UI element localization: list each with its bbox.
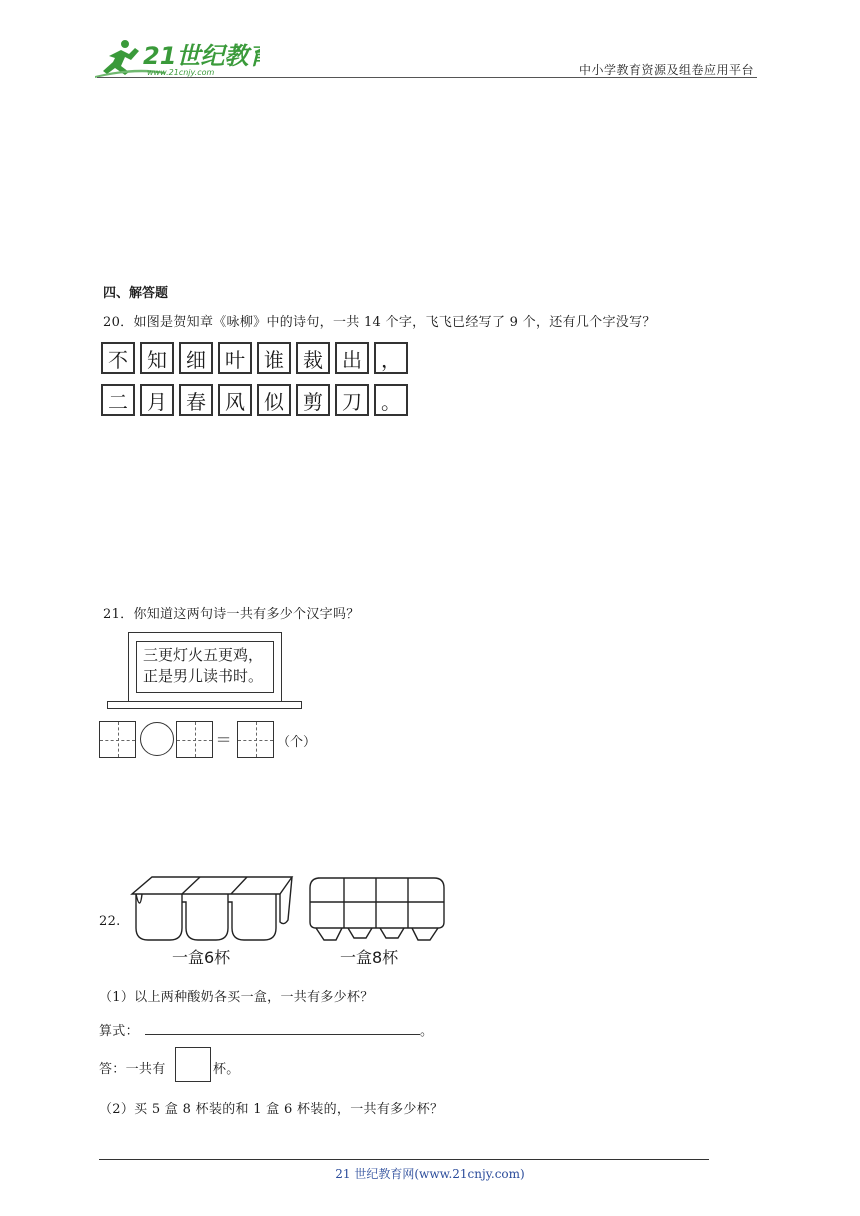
yogurt-boxes-illustration bbox=[128, 872, 448, 944]
poem-frame-stand bbox=[107, 701, 302, 709]
poem-cell: 春 bbox=[179, 384, 213, 416]
q22-number: 22. bbox=[99, 914, 121, 929]
logo-graphic bbox=[95, 36, 260, 80]
poem-cell: 不 bbox=[101, 342, 135, 374]
q20-poem-row-1 bbox=[101, 342, 408, 374]
header-divider bbox=[97, 77, 757, 78]
poem-cell: 二 bbox=[101, 384, 135, 416]
unit-label: （个） bbox=[277, 735, 317, 750]
q22-part2: （2）买 5 盒 8 杯装的和 1 盒 6 杯装的，一共有多少杯？ bbox=[99, 1102, 444, 1117]
poem-cell: 谁 bbox=[257, 342, 291, 374]
poem-cell: 叶 bbox=[218, 342, 252, 374]
answer-grid-box[interactable] bbox=[237, 721, 274, 758]
poem-cell: 月 bbox=[140, 384, 174, 416]
poem-line-1: 三更灯火五更鸡， bbox=[143, 646, 264, 664]
answer-suffix: 杯。 bbox=[213, 1062, 240, 1077]
yogurt-box-6 bbox=[132, 877, 292, 940]
box-6-label: 一盒6杯 bbox=[172, 948, 231, 967]
box-8-label: 一盒8杯 bbox=[340, 948, 399, 967]
answer-grid-box[interactable] bbox=[99, 721, 136, 758]
operator-circle[interactable] bbox=[140, 722, 174, 756]
yogurt-box-8 bbox=[310, 878, 444, 940]
q22-part1: （1）以上两种酸奶各买一盒，一共有多少杯？ bbox=[99, 990, 374, 1005]
poem-line-2: 正是男儿读书时。 bbox=[143, 667, 264, 685]
poem-cell: ， bbox=[374, 342, 408, 374]
footer-text: 21 世纪教育网(www.21cnjy.com) bbox=[335, 1167, 525, 1181]
poem-cell: 细 bbox=[179, 342, 213, 374]
answer-box[interactable] bbox=[175, 1047, 211, 1082]
equals-sign: = bbox=[216, 729, 232, 750]
formula-answer-line[interactable] bbox=[145, 1034, 420, 1035]
q20-text: 20．如图是贺知章《咏柳》中的诗句，一共 14 个字，飞飞已经写了 9 个，还有几个字没写？ bbox=[103, 315, 656, 330]
poem-cell: 出 bbox=[335, 342, 369, 374]
logo-url: www.21cnjy.com bbox=[147, 68, 215, 77]
poem-cell: 风 bbox=[218, 384, 252, 416]
poem-frame bbox=[136, 641, 274, 693]
footer-divider bbox=[99, 1159, 709, 1160]
logo-text: 21世纪教育 bbox=[143, 42, 260, 70]
q20-poem-row-2 bbox=[101, 384, 408, 416]
formula-label: 算式： bbox=[99, 1024, 139, 1039]
poem-cell: 。 bbox=[374, 384, 408, 416]
logo bbox=[95, 36, 260, 80]
section-title: 四、解答题 bbox=[103, 286, 169, 301]
poem-cell: 似 bbox=[257, 384, 291, 416]
poem-cell: 刀 bbox=[335, 384, 369, 416]
header-platform-text: 中小学教育资源及组卷应用平台 bbox=[578, 63, 754, 77]
poem-cell: 知 bbox=[140, 342, 174, 374]
poem-cell: 剪 bbox=[296, 384, 330, 416]
answer-prefix: 答：一共有 bbox=[99, 1062, 166, 1077]
formula-end: 。 bbox=[420, 1024, 434, 1039]
q21-text: 21．你知道这两句诗一共有多少个汉字吗？ bbox=[103, 607, 360, 622]
answer-grid-box[interactable] bbox=[176, 721, 213, 758]
poem-cell: 裁 bbox=[296, 342, 330, 374]
